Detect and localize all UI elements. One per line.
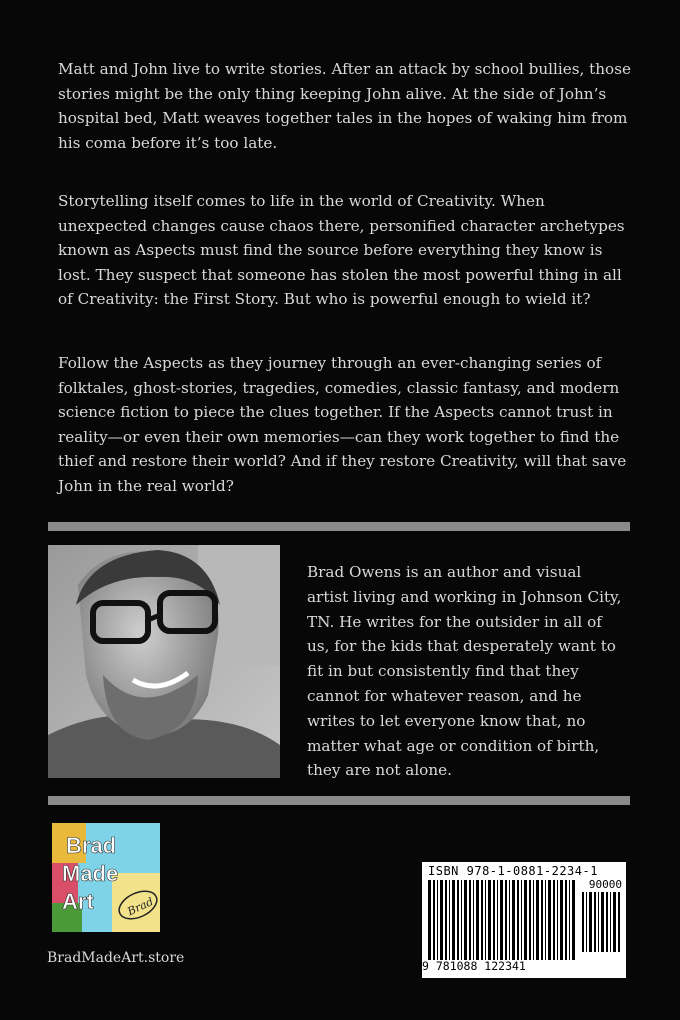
blurb-paragraph-3: Follow the Aspects as they journey through an ever-changing series of folktales, ghost-stories, tragedies, comedies, classic fantasy, and modern science fiction to piece the clues together. If the Aspects cannot trust in reality—or even their own memories—can they work together to find the thief and restore their world? And if they restore Creativity, will that save John in the real world?	[58, 354, 627, 495]
logo-word-brad: Brad	[66, 833, 117, 858]
logo-word-art: Art	[62, 889, 94, 914]
logo-signature: Brad	[125, 895, 156, 919]
publisher-logo	[52, 823, 160, 932]
price-barcode-bars	[582, 892, 622, 952]
barcode-bars	[428, 880, 578, 960]
divider-bottom	[48, 796, 630, 805]
author-portrait-image	[48, 545, 280, 778]
barcode-number: 9 781088 122341	[422, 959, 526, 973]
isbn-label: ISBN 978-1-0881-2234-1	[428, 864, 598, 878]
author-photo	[48, 545, 280, 778]
author-bio: Brad Owens is an author and visual artist living and working in Johnson City, TN. He writes for the outsider in all of us, for the kids that desperately want to fit in but consistently find that they cannot for whatever reason, and he writes to let everyone know that, no matter what age or condition of birth, they are not alone.	[307, 563, 622, 780]
isbn-barcode	[422, 862, 626, 978]
price-code: 90000	[588, 878, 622, 891]
blurb-paragraph-1: Matt and John live to write stories. After an attack by school bullies, those stories might be the only thing keeping John alive. At the side of John’s hospital bed, Matt weaves together tales in the hopes of waking him from his coma before it’s too late.	[58, 60, 631, 152]
divider-top	[48, 522, 630, 531]
logo-word-made: Made	[62, 861, 119, 886]
publisher-website: BradMadeArt.store	[47, 950, 185, 966]
blurb-paragraph-2: Storytelling itself comes to life in the world of Creativity. When unexpected changes cause chaos there, personified character archetypes known as Aspects must find the source before everything they know is lost. They suspect that someone has stolen the most powerful thing in all of Creativity: the First Story. But who is powerful enough to wield it?	[58, 192, 625, 309]
